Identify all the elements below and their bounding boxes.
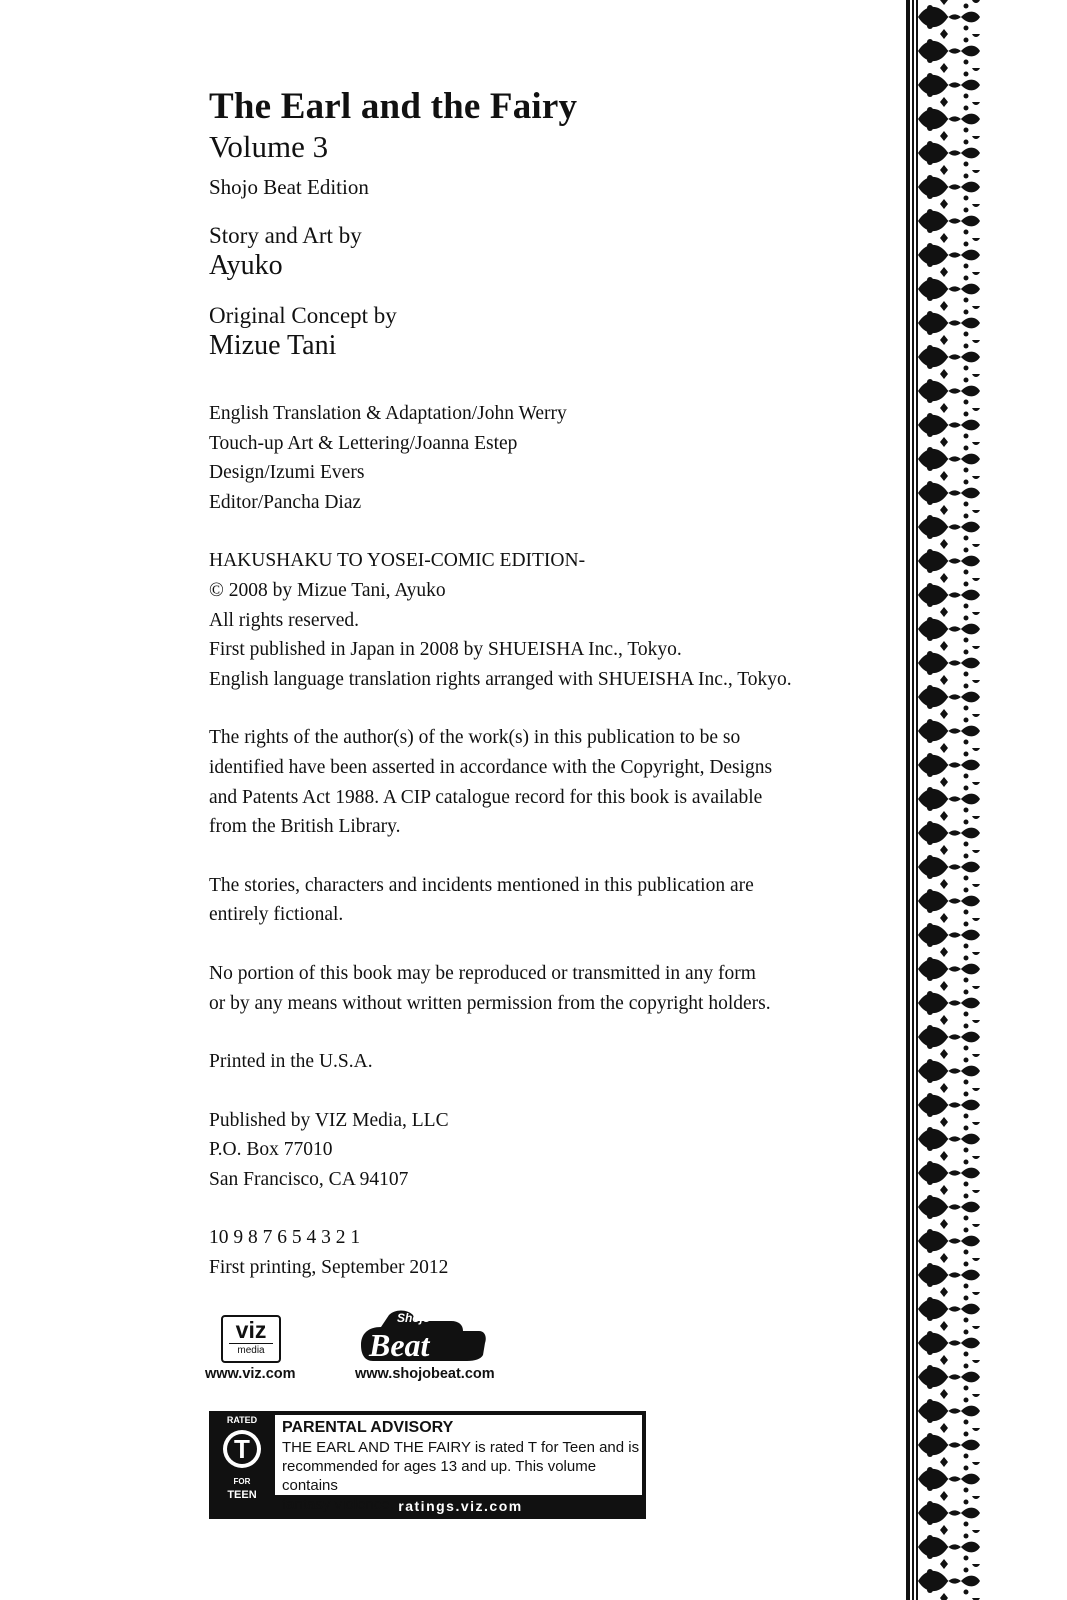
concept-name: Mizue Tani: [209, 330, 337, 361]
shojobeat-url-link[interactable]: www.shojobeat.com: [355, 1366, 495, 1382]
teen-label: TEEN: [227, 1489, 257, 1501]
advisory-line: recommended for ages 13 and up. This volume contains: [282, 1458, 597, 1494]
credit-line: Editor/Pancha Diaz: [209, 491, 362, 513]
rating-letter: T: [234, 1434, 250, 1464]
credit-line: Touch-up Art & Lettering/Joanna Estep: [209, 432, 518, 454]
shojo-logo-text: Shojo: [397, 1311, 431, 1325]
staff-credits: [209, 399, 869, 517]
viz-url-link[interactable]: www.viz.com: [205, 1366, 296, 1382]
publisher-line: P.O. Box 77010: [209, 1139, 333, 1161]
advisory-line: fantasy violence.: [282, 1496, 394, 1513]
decorative-border-pattern: [916, 0, 982, 1600]
fiction-paragraph: [209, 871, 869, 930]
for-label: FOR: [233, 1477, 251, 1486]
rated-label: RATED: [226, 1415, 258, 1425]
viz-media-logo: [221, 1315, 281, 1363]
publisher-logos: [205, 1311, 645, 1385]
edition-label: Shojo Beat Edition: [209, 175, 369, 199]
beat-logo-text: Beat: [369, 1327, 430, 1363]
reproduction-paragraph: [209, 959, 869, 1018]
copyright-line: First published in Japan in 2008 by SHUEISHA Inc., Tokyo.: [209, 639, 682, 661]
rights-paragraph: [209, 723, 869, 841]
viz-logo-text: viz: [235, 1317, 267, 1343]
border-rule-outer: [912, 0, 914, 1600]
publisher-line: San Francisco, CA 94107: [209, 1168, 409, 1190]
rights-line: identified have been asserted in accordance with the Copyright, Designs: [209, 756, 773, 778]
copyright-line: All rights reserved.: [209, 609, 360, 631]
parental-advisory-box: [209, 1411, 646, 1519]
ratings-url-link[interactable]: ratings.viz.com: [398, 1498, 523, 1514]
viz-logo-subtext: media: [229, 1343, 273, 1358]
rights-line: and Patents Act 1988. A CIP catalogue record for this book is available: [209, 786, 763, 808]
teen-rating-icon: [221, 1428, 263, 1470]
advisory-line: THE EARL AND THE FAIRY is rated T for Teen and is: [282, 1439, 640, 1456]
story-art-label: Story and Art by: [209, 223, 362, 248]
rights-line: The rights of the author(s) of the work(s) in this publication to be so: [209, 727, 741, 749]
concept-label: Original Concept by: [209, 303, 397, 328]
reproduction-line: or by any means without written permission from the copyright holders.: [209, 992, 771, 1014]
reproduction-line: No portion of this book may be reproduced or transmitted in any form: [209, 962, 756, 984]
copyright-notice: [209, 546, 869, 694]
printing-info: [209, 1223, 869, 1282]
story-art-name: Ayuko: [209, 250, 283, 281]
printing-line: 10 9 8 7 6 5 4 3 2 1: [209, 1227, 361, 1249]
printed-line: Printed in the U.S.A.: [209, 1051, 373, 1073]
credit-line: Design/Izumi Evers: [209, 462, 365, 484]
fiction-line: The stories, characters and incidents mentioned in this publication are: [209, 874, 754, 896]
volume-number: Volume 3: [209, 129, 329, 164]
rating-badge: [209, 1411, 275, 1519]
printing-line: First printing, September 2012: [209, 1257, 449, 1279]
border-rule-inner: [906, 0, 910, 1600]
book-title: The Earl and the Fairy: [209, 86, 578, 127]
copyright-line: English language translation rights arranged with SHUEISHA Inc., Tokyo.: [209, 668, 792, 690]
publisher-line: Published by VIZ Media, LLC: [209, 1109, 449, 1131]
credit-line: English Translation & Adaptation/John Werry: [209, 403, 567, 424]
printed-paragraph: [209, 1047, 869, 1077]
copyright-line: HAKUSHAKU TO YOSEI-COMIC EDITION-: [209, 550, 586, 572]
copyright-line: © 2008 by Mizue Tani, Ayuko: [209, 579, 446, 601]
fiction-line: entirely fictional.: [209, 904, 344, 926]
copyright-content: [209, 86, 869, 1283]
shojo-beat-logo: [355, 1305, 490, 1363]
rights-line: from the British Library.: [209, 816, 401, 838]
advisory-title: PARENTAL ADVISORY: [282, 1419, 454, 1436]
publisher-address: [209, 1106, 869, 1195]
